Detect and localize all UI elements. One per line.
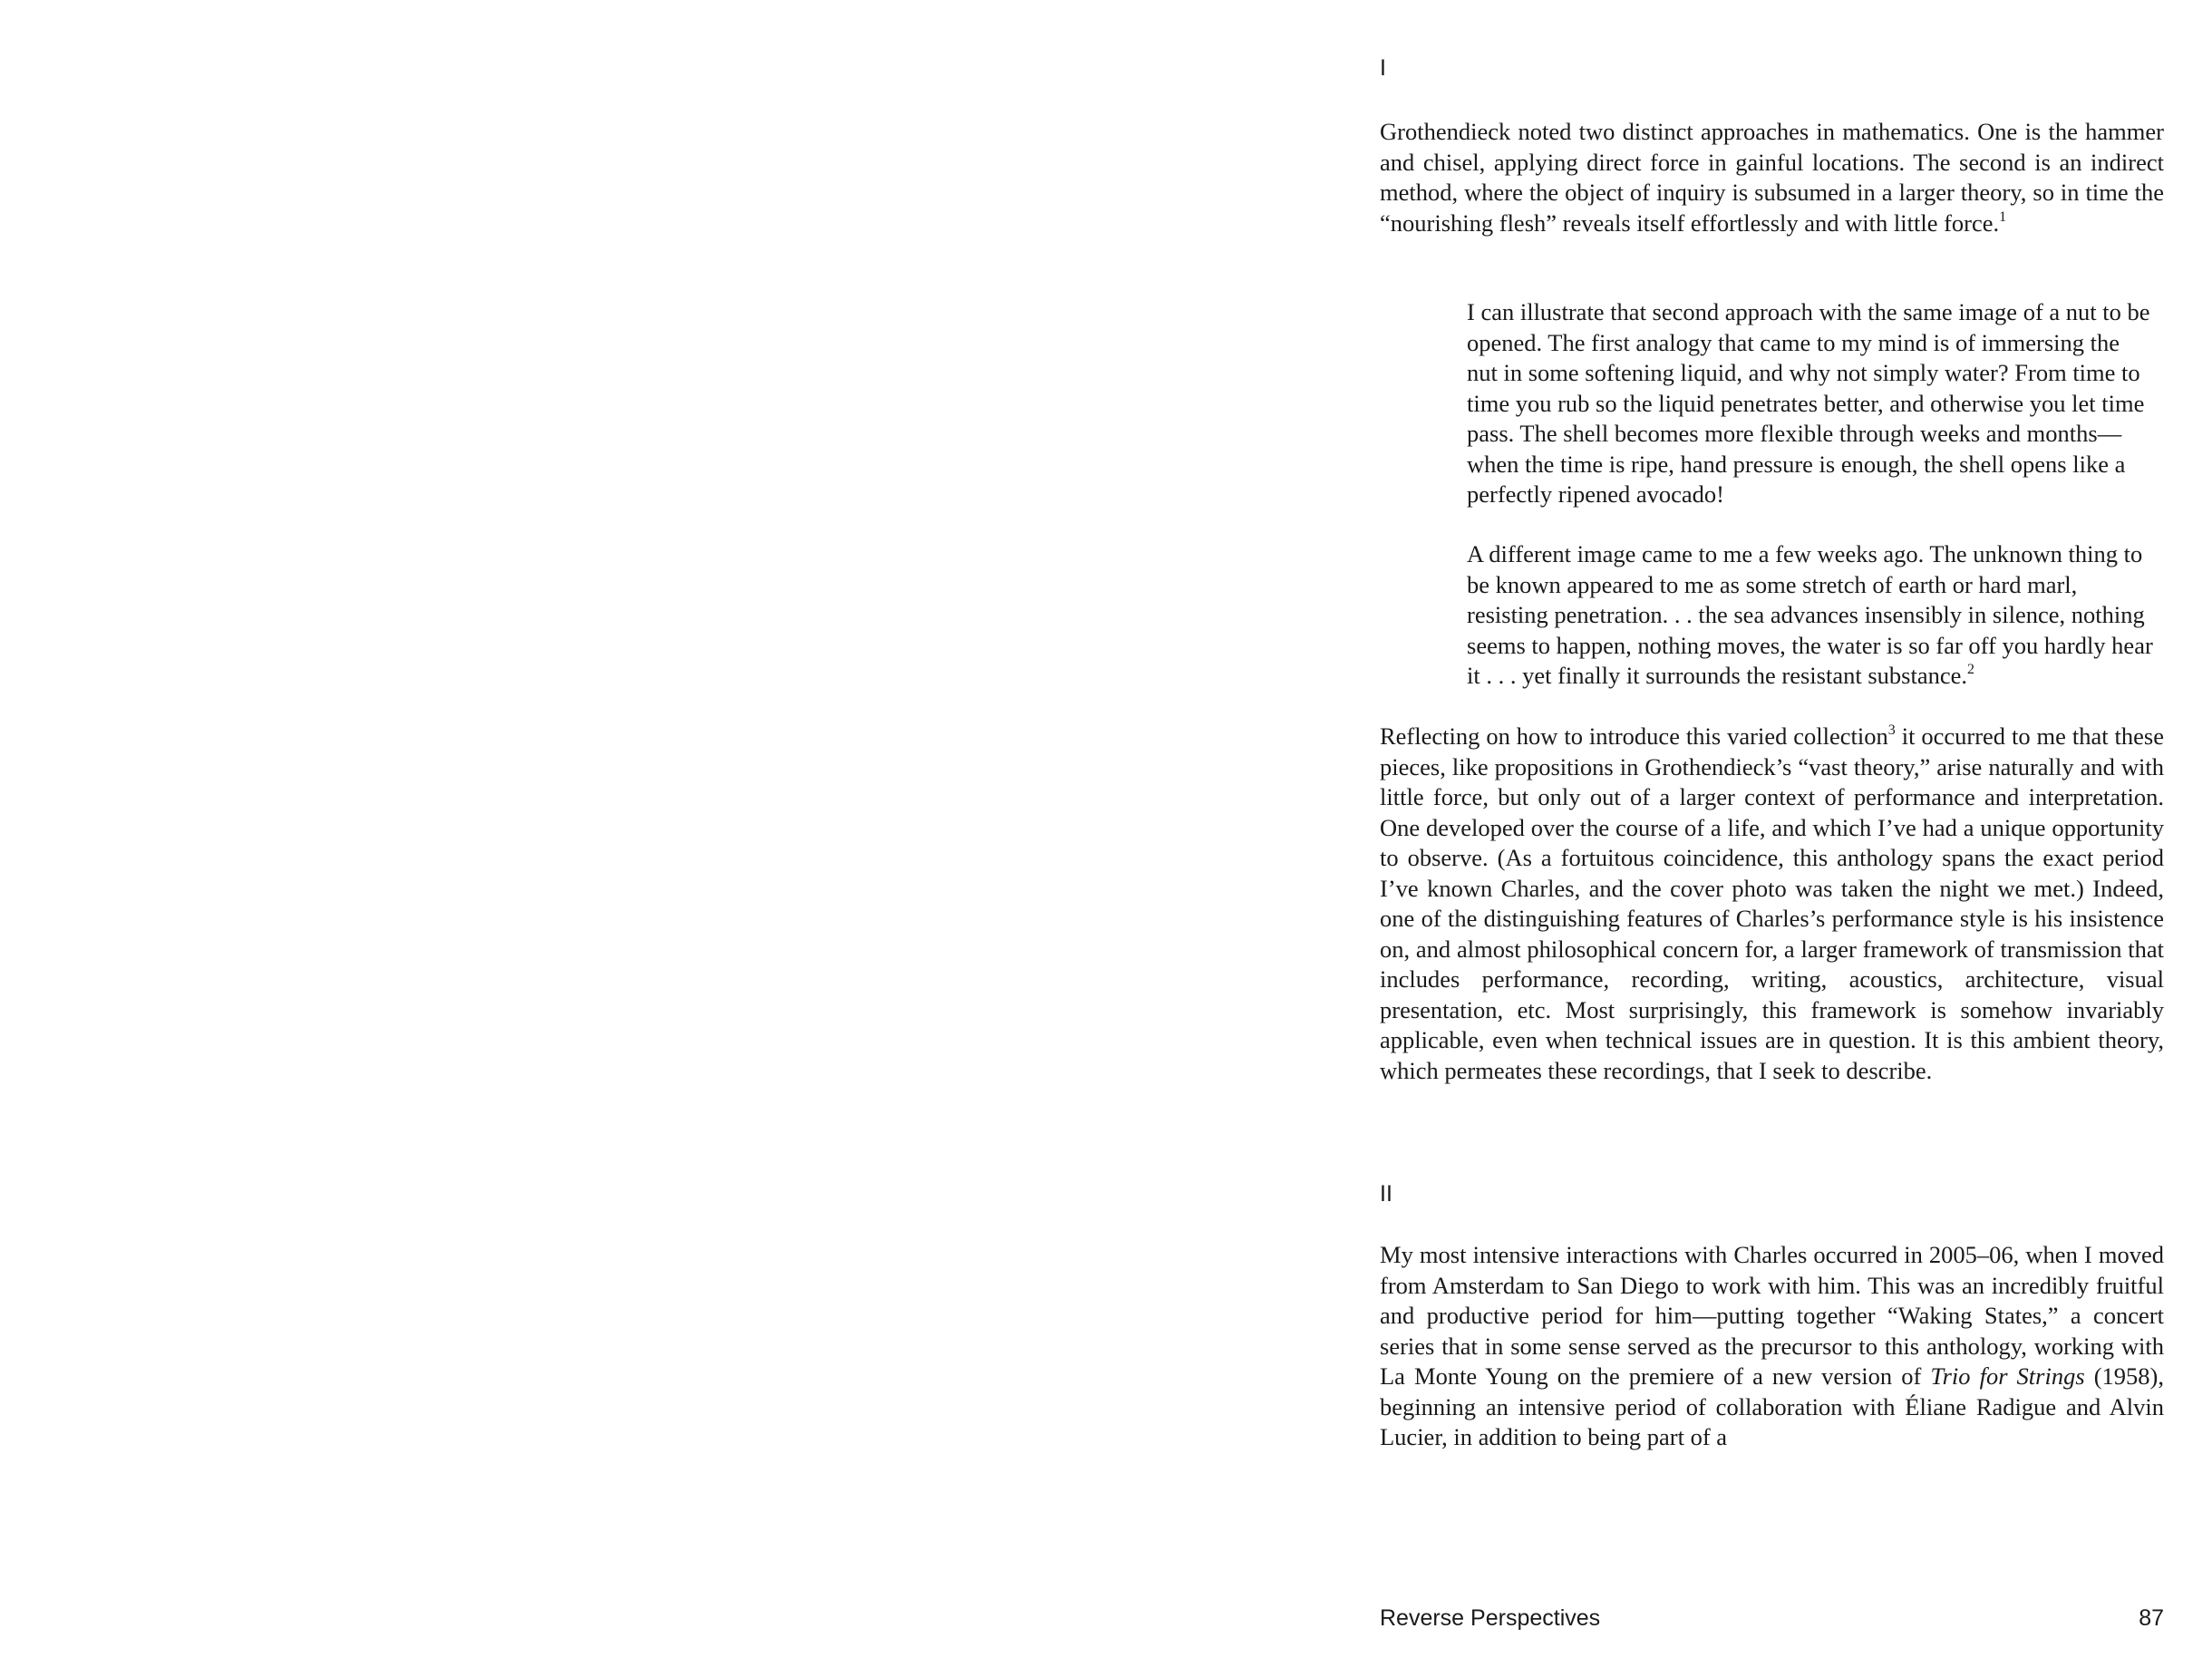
paragraph-lead: My most intensive interactions with Charles occurred in 2005–06, when I moved from Amsterdam to San Diego to work with him. This was an incredibly fruitful and productive period for him—putting together “Waking States,” a concert series that in some sense served as the precursor to this anthology, working with La Monte Young on the premiere of a new version of [1380,1241,2164,1390]
paragraph-rest: it occurred to me that these pieces, like propositions in Grothendieck’s “vast theory,” arise naturally and with little force, but only out of a larger context of performance and interpretation. One developed over the course of a life, and which I’ve had a unique opportunity to observe. (As a fortuitous coincidence, this anthology spans the exact period I’ve known Charles, and the cover photo was taken the night we met.) Indeed, one of the distinguishing features of Charles’s performance style is his insistence on, and almost philosophical concern for, a larger framework of transmission that includes performance, recording, writing, acoustics, architecture, visual presentation, etc. Most surprisingly, this framework is somehow invariably applicable, even when technical issues are in question. It is this ambient theory, which permeates these recordings, that I seek to describe. [1380,722,2164,1084]
page-number: 87 [2139,1605,2164,1631]
paragraph-lead: Reflecting on how to introduce this varied collection [1380,722,1888,750]
right-page [1380,0,2164,1677]
block-quote-sea [1467,539,2156,692]
footnote-marker-1: 1 [1999,208,2007,225]
running-title: Reverse Perspectives [1380,1605,1601,1631]
work-title: Trio for Strings [1930,1362,2085,1390]
paragraph-reflecting [1380,722,2164,1086]
footnote-marker-3: 3 [1887,722,1896,738]
paragraph-rest: (1958), beginning an intensive period of collaboration with Éliane Radigue and Alvin Lucier, in addition to being part of a [1380,1362,2164,1450]
quote-text: A different image came to me a few weeks ago. The unknown thing to be known appeared to me as some stretch of earth or hard marl, resisting penetration. . . the sea advances insensibly in silence, nothing seems to happen, nothing moves, the water is so far off you hardly hear it . . . yet finally it surrounds the resistant substance. [1467,540,2153,689]
paragraph-interactions [1380,1240,2164,1453]
section-heading-1: I [1380,55,1386,81]
block-quote-nut: I can illustrate that second approach with the same image of a nut to be opened. The first analogy that came to my mind is of immersing the nut in some softening liquid, and why not simply water? From time to time you rub so the liquid penetrates better, and otherwise you let time pass. The shell becomes more flexible through weeks and months—when the time is ripe, hand pressure is enough, the shell opens like a perfectly ripened avocado! [1467,298,2150,508]
paragraph-grothendieck [1380,117,2164,238]
footnote-marker-2: 2 [1966,662,1974,677]
section-heading-2: II [1380,1181,1392,1207]
paragraph-text: Grothendieck noted two distinct approaches in mathematics. One is the hammer and chisel, applying direct force in gainful locations. The second is an indirect method, where the object of inquiry is subsumed in a larger theory, so in time the “nourishing flesh” reveals itself effortlessly and with little force. [1380,118,2164,237]
page-footer [1380,1604,2164,1632]
